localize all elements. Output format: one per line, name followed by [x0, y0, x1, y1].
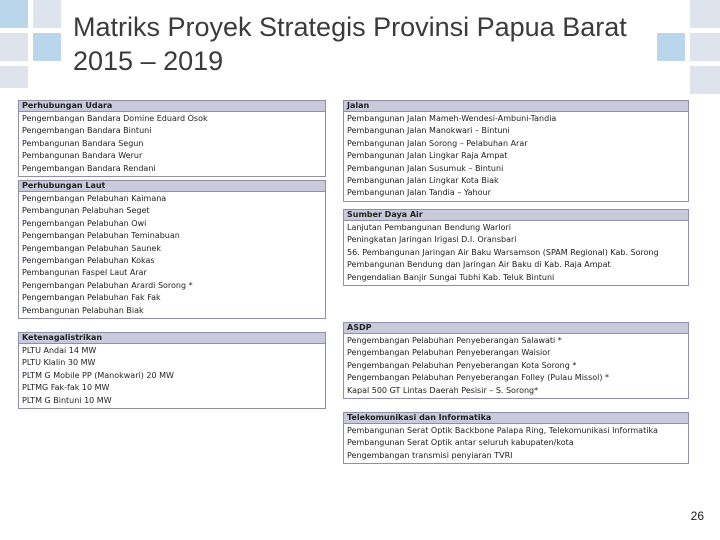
list-item: Pengembangan Pelabuhan Kokas — [22, 256, 155, 266]
list-item: Pengembangan Pelabuhan Penyeberangan Salawati * — [347, 336, 562, 345]
section-heading: Jalan — [343, 100, 689, 112]
section-heading: Telekomunikasi dan Informatika — [343, 412, 689, 424]
decor-square — [0, 66, 28, 88]
list-item: PLTU Andai 14 MW — [22, 346, 97, 355]
list-item: Pembangunan Jalan Lingkar Kota Biak — [347, 176, 499, 186]
section-heading: Ketenagalistrikan — [18, 332, 326, 344]
list-item: Pembangunan Jalan Sorong – Pelabuhan Arar — [347, 138, 528, 148]
section-jalan — [343, 100, 689, 202]
list-item: Pengembangan Pelabuhan Owi — [22, 218, 147, 228]
section-perhubungan-udara — [18, 100, 326, 177]
section-telekomunikasi — [343, 412, 689, 464]
list-item: Pengembangan transmisi penyiaran TVRI — [347, 450, 513, 460]
section-heading: Sumber Daya Air — [343, 209, 689, 221]
list-item: Pengembangan Pelabuhan Kaimana — [22, 194, 167, 203]
list-item: Pembangunan Bandara Werur — [22, 151, 143, 161]
decor-square — [0, 0, 28, 28]
page-title: Matriks Proyek Strategis Provinsi Papua Barat 2015 – 2019 — [73, 12, 627, 76]
list-item: Pengembangan Pelabuhan Teminabuan — [22, 231, 180, 241]
list-item: Pengembangan Bandara Domine Eduard Osok — [22, 114, 208, 123]
list-item: Pembangunan Pelabuhan Biak — [22, 305, 144, 315]
decor-square — [690, 66, 720, 94]
list-item: Pengembangan Pelabuhan Penyeberangan Folley (Pulau Missol) * — [347, 373, 610, 383]
list-item: Pembangunan Serat Optik Backbone Palapa Ring, Telekomunikasi Informatika — [347, 426, 658, 435]
section-heading: Perhubungan Laut — [18, 180, 326, 192]
list-item: PLTMG Fak-fak 10 MW — [22, 383, 110, 393]
decor-square — [33, 0, 61, 28]
list-item: Pengembangan Bandara Bintuni — [22, 126, 152, 136]
list-item: Pembangunan Serat Optik antar seluruh kabupaten/kota — [347, 438, 574, 448]
list-item: Pengembangan Pelabuhan Arardi Sorong * — [22, 280, 193, 290]
list-item: 56. Pembangunan Jaringan Air Baku Warsamson (SPAM Regional) Kab. Sorong — [347, 247, 659, 257]
decor-square — [0, 33, 28, 61]
list-item: Lanjutan Pembangunan Bendung Warlori — [347, 223, 511, 232]
decor-square — [33, 33, 61, 61]
list-item: Pengendalian Banjir Sungai Tubhi Kab. Teluk Bintuni — [347, 272, 555, 282]
list-item: Pembangunan Faspel Laut Arar — [22, 268, 147, 278]
list-item: Pengembangan Pelabuhan Penyeberangan Kota Sorong * — [347, 360, 577, 370]
list-item: Pembangunan Bendung dan Jaringan Air Baku di Kab. Raja Ampat — [347, 260, 611, 270]
list-item: Pembangunan Pelabuhan Seget — [22, 206, 150, 216]
list-item: Pembangunan Jalan Tandia – Yahour — [347, 188, 491, 198]
list-item: Pembangunan Jalan Manokwari – Bintuni — [347, 126, 510, 136]
section-heading: ASDP — [343, 322, 689, 334]
list-item: Pembangunan Bandara Segun — [22, 138, 144, 148]
section-heading: Perhubungan Udara — [18, 100, 326, 112]
list-item: Pembangunan Jalan Mameh-Wendesi-Ambuni-Tandia — [347, 114, 557, 123]
decor-square — [690, 0, 720, 28]
section-asdp — [343, 322, 689, 399]
list-item: Pembangunan Jalan Lingkar Raja Ampat — [347, 151, 508, 161]
list-item: Pengembangan Bandara Rendani — [22, 163, 156, 173]
list-item: PLTU Klalin 30 MW — [22, 358, 96, 368]
list-item: PLTM G Mobile PP (Manokwari) 20 MW — [22, 370, 174, 380]
section-sumber-daya-air — [343, 209, 689, 286]
section-perhubungan-laut — [18, 180, 326, 319]
list-item: PLTM G Bintuni 10 MW — [22, 395, 112, 405]
list-item: Pengembangan Pelabuhan Penyeberangan Waisior — [347, 348, 551, 358]
page-number: 26 — [690, 509, 704, 523]
list-item: Pembangunan Jalan Susumuk – Bintuni — [347, 163, 504, 173]
section-ketenagalistrikan — [18, 332, 326, 409]
list-item: Kapal 500 GT Lintas Daerah Pesisir – S. Sorong* — [347, 385, 539, 395]
decor-square — [690, 33, 720, 61]
list-item: Peningkatan Jaringan Irigasi D.I. Oransbari — [347, 235, 517, 245]
list-item: Pengembangan Pelabuhan Fak Fak — [22, 293, 161, 303]
decor-square — [657, 33, 685, 61]
list-item: Pengembangan Pelabuhan Saunek — [22, 243, 161, 253]
